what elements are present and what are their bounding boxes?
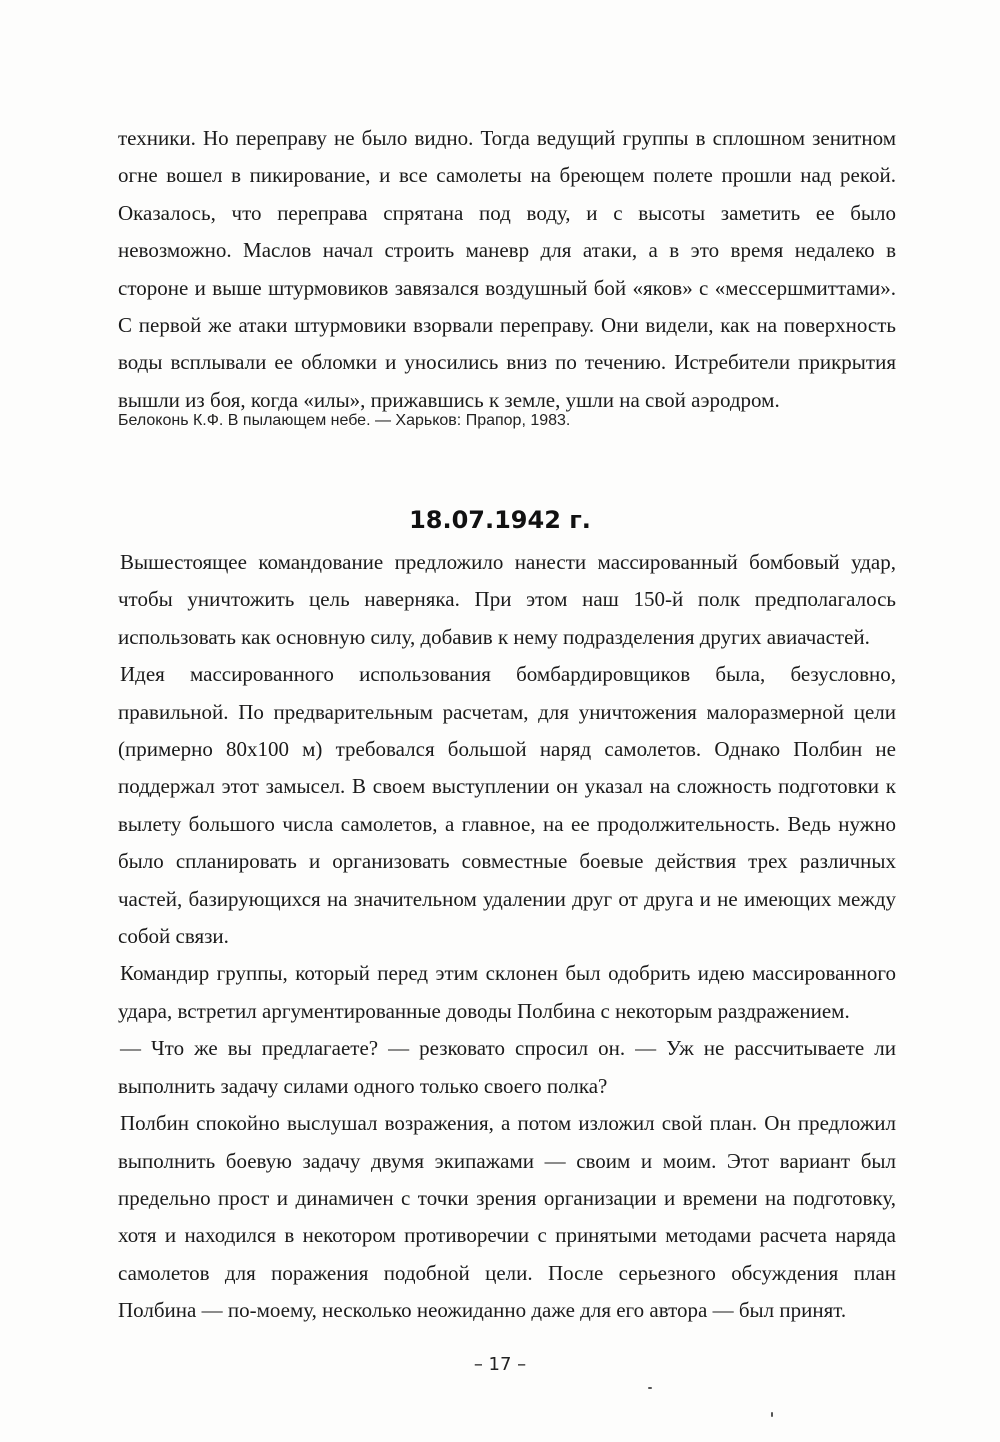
- section-date-heading: 18.07.1942 г.: [409, 506, 591, 534]
- body-paragraph-4: — Что же вы предлагаете? — резковато спросил он. — Уж не рассчитываете ли выполнить задачу силами одного только своего полка?: [118, 1036, 896, 1098]
- quote-paragraph: техники. Но переправу не было видно. Тогда ведущий группы в сплошном зенитном огне вошел в пикирование, и все самолеты на бреющем полете прошли над рекой. Оказалось, что переправа спрятана под воду, и с высоты заметить ее было невозможно. Маслов начал строить маневр для атаки, а в это время недалеко в стороне и выше штурмовиков завязался воздушный бой «яков» с «мессершмиттами». С первой же атаки штурмовики взорвали переправу. Они видели, как на поверхность воды всплывали ее обломки и уносились вниз по течению. Истребители прикрытия вышли из боя, когда «илы», прижавшись к земле, ушли на свой аэродром.: [118, 126, 896, 412]
- section-body: [118, 544, 896, 1330]
- page-number: – 17 –: [473, 1354, 527, 1375]
- quote-block: [118, 120, 896, 419]
- body-paragraph-1: Вышестоящее командование предложило нанести массированный бомбовый удар, чтобы уничтожить цель наверняка. При этом наш 150-й полк предполагалось использовать как основную силу, добавив к нему подразделения других авиачастей.: [118, 550, 896, 649]
- body-paragraph-2: Идея массированного использования бомбардировщиков была, безусловно, правильной. По предварительным расчетам, для уничтожения малоразмерной цели (примерно 80х100 м) требовался большой наряд самолетов. Однако Полбин не поддержал этот замысел. В своем выступлении он указал на сложность подготовки к вылету большого числа самолетов, а главное, на ее продолжительность. Ведь нужно было спланировать и организовать совместные боевые действия трех различных частей, базирующихся на значительном удалении друг от друга и не имеющих между собой связи.: [118, 662, 896, 949]
- body-paragraph-5: Полбин спокойно выслушал возражения, а потом изложил свой план. Он предложил выполнить боевую задачу двумя экипажами — своим и моим. Этот вариант был предельно прост и динамичен с точки зрения организации и времени на подготовку, хотя и находился в некотором противоречии с принятыми методами расчета наряда самолетов для поражения подобной цели. После серьезного обсуждения план Полбина — по-моему, несколько неожиданно даже для его автора — был принят.: [118, 1111, 896, 1323]
- body-paragraph-3: Командир группы, который перед этим склонен был одобрить идею массированного удара, встретил аргументированные доводы Полбина с некоторым раздражением.: [118, 961, 896, 1023]
- scan-speck: [648, 1387, 652, 1389]
- scan-speck: [771, 1412, 773, 1417]
- citation-reference: Белоконь К.Ф. В пылающем небе. — Харьков: Прапор, 1983.: [118, 412, 571, 429]
